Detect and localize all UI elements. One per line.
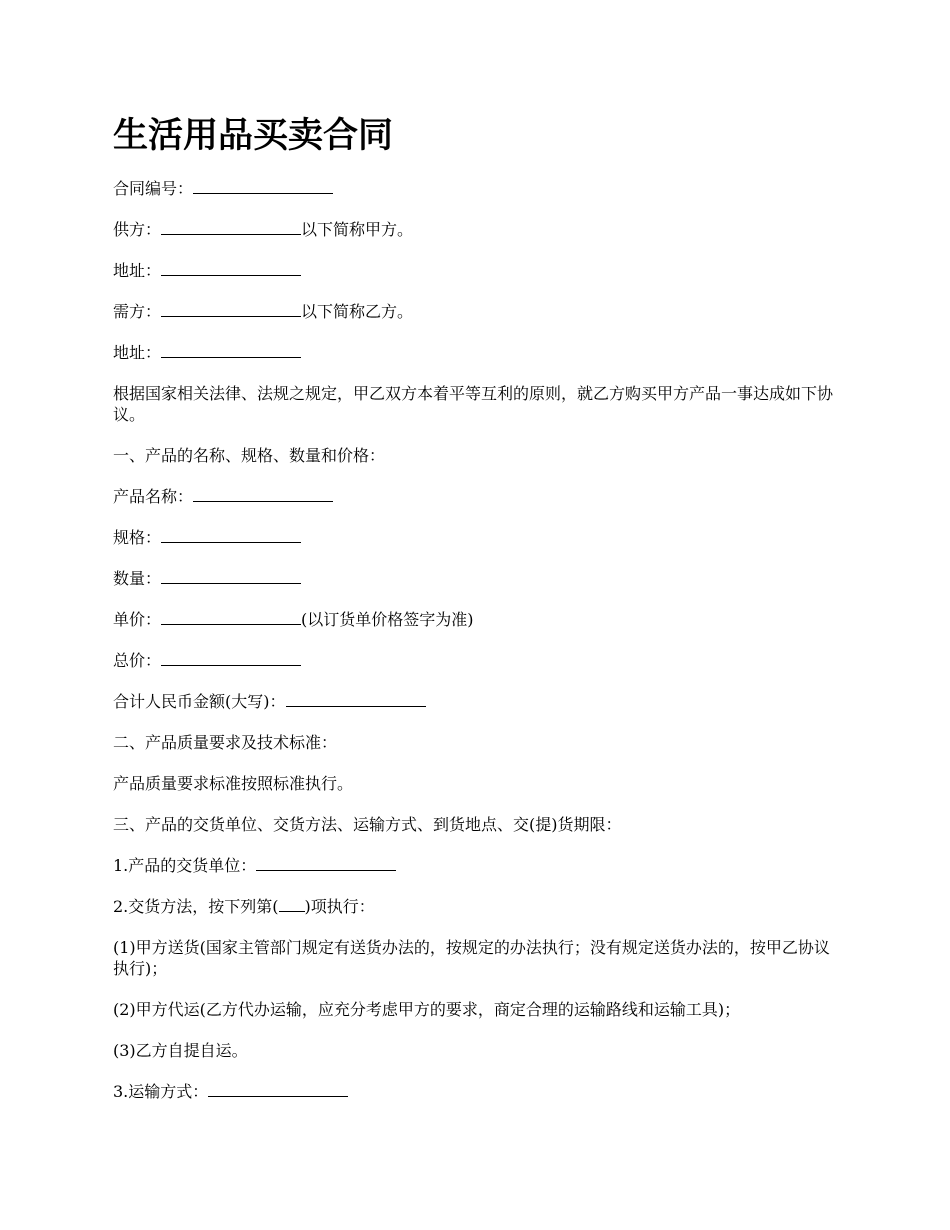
contract-number-blank	[193, 178, 333, 194]
delivery-method-blank	[279, 896, 305, 912]
option-2: (2)甲方代运(乙方代办运输，应充分考虑甲方的要求，商定合理的运输路线和运输工具)；	[113, 1000, 741, 1019]
supplier-address-line	[113, 260, 840, 281]
total-price-label: 总价：	[113, 651, 162, 670]
supplier-label: 供方：	[113, 220, 162, 239]
spec-blank	[161, 527, 301, 543]
delivery-unit-label: 1.产品的交货单位：	[113, 856, 257, 875]
total-price-blank	[161, 650, 301, 666]
contract-number-label: 合同编号：	[113, 179, 194, 198]
supplier-suffix: 以下简称甲方。	[301, 220, 414, 239]
product-name-blank	[193, 486, 333, 502]
total-rmb-line	[113, 691, 840, 712]
buyer-address-label: 地址：	[113, 343, 162, 362]
product-name-line	[113, 486, 840, 507]
option-1: (1)甲方送货(国家主管部门规定有送货办法的，按规定的办法执行；没有规定送货办法的，按甲乙协议执行)；	[113, 938, 830, 978]
intro-paragraph: 根据国家相关法律、法规之规定，甲乙双方本着平等互利的原则，就乙方购买甲方产品一事达成如下协议。	[113, 384, 834, 424]
transport-method-label: 3.运输方式：	[113, 1082, 209, 1101]
delivery-unit-blank	[256, 855, 396, 871]
quantity-blank	[161, 568, 301, 584]
unit-price-label: 单价：	[113, 610, 162, 629]
option-3: (3)乙方自提自运。	[113, 1041, 248, 1060]
buyer-label: 需方：	[113, 302, 162, 321]
product-name-label: 产品名称：	[113, 487, 194, 506]
delivery-method-line	[113, 896, 840, 917]
section2-heading: 二、产品质量要求及技术标准：	[113, 733, 338, 752]
delivery-method-prefix: 2.交货方法，按下列第(	[113, 897, 279, 916]
buyer-suffix: 以下简称乙方。	[301, 302, 414, 321]
delivery-method-suffix: )项执行：	[304, 897, 375, 916]
unit-price-suffix: (以订货单价格签字为准)	[301, 610, 474, 629]
document-title: 生活用品买卖合同	[113, 116, 394, 156]
section3-heading: 三、产品的交货单位、交货方法、运输方式、到货地点、交(提)货期限：	[113, 815, 622, 834]
total-rmb-label: 合计人民币金额(大写)：	[113, 692, 286, 711]
contract-number-line	[113, 178, 840, 199]
unit-price-line	[113, 609, 840, 630]
unit-price-blank	[161, 609, 301, 625]
buyer-address-line	[113, 342, 840, 363]
spec-line	[113, 527, 840, 548]
buyer-address-blank	[161, 342, 301, 358]
supplier-address-label: 地址：	[113, 261, 162, 280]
transport-method-line	[113, 1081, 840, 1102]
supplier-address-blank	[161, 260, 301, 276]
total-rmb-blank	[286, 691, 426, 707]
quantity-label: 数量：	[113, 569, 162, 588]
contract-page	[113, 112, 840, 1122]
buyer-line	[113, 301, 840, 322]
transport-method-blank	[208, 1081, 348, 1097]
section2-text: 产品质量要求标准按照标准执行。	[113, 774, 354, 793]
section1-heading: 一、产品的名称、规格、数量和价格：	[113, 446, 386, 465]
buyer-blank	[161, 301, 301, 317]
quantity-line	[113, 568, 840, 589]
spec-label: 规格：	[113, 528, 162, 547]
supplier-blank	[161, 219, 301, 235]
supplier-line	[113, 219, 840, 240]
total-price-line	[113, 650, 840, 671]
delivery-unit-line	[113, 855, 840, 876]
